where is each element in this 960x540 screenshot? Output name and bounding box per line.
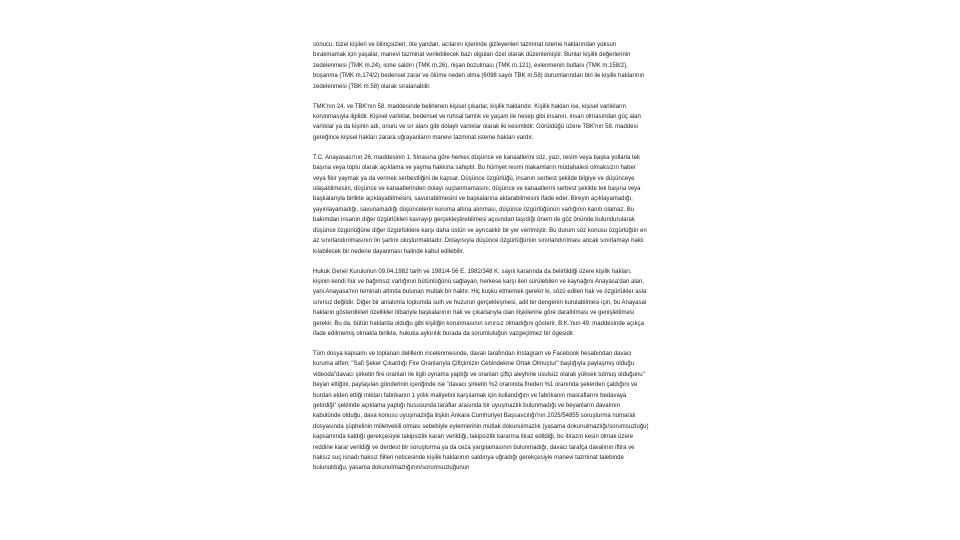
paragraph-4: Hukuk Genel Kurulunun 09.04.1982 tarih ve 1981/4-56 E. 1982/348 K. sayılı kararında da belirtildiği üzere kişilik hakları, kişinin kendi hür ve bağımsız varlığının bütünlüğünü sağlayan, herkese karşı ileri sürülebilen ve kaynağını Anayasa'dan alan, yani Anayasa'nın teminatı altında bulunan mutlak bir haktır. Hiç kuşku etmemek gerekir ki, sözü edilen hak ve özgürlükler asla sınırsız değildir. Diğer bir anlatımla toplumda sulh ve huzurun gerçekleşmesi, adil bir dengenin kurulabilmesi için, bu Anayasal hakların gösterdikleri özellikler itibariyle başkalarının hak ve çıkarlarıyla olan ilişkilerine göre daraltılması ve genişletilmesi gerekir. Bu da, bütün haklarda olduğu gibi kişiliğin korunmasının sınırsız olmadığını gösterir. B.K.'nun 49. maddesinde açıkça ifade edilmemiş olmakla birlikte, hukuka aykırılık burada da sorumluluğun vazgeçilmez bir ögesidir. [313,268,647,337]
paragraph-2: TMK'nın 24. ve TBK'nın 58. maddesinde belirlenen kişisel çıkarlar, kişilik haklarıdır. Kişilik hakları ise, kişisel varlıkların korunmasıyla ilgilidir. Kişisel varlıklar, bedensel ve ruhsal tamlık ve yaşam ile nesep gibi insanın, insan olmasından güç alan varlıklar ya da kişinin adı, onuru ve sır alanı gibi dolaylı varlıklar olarak iki kesimlidir. Görüldüğü üzere TBK'nın 58. maddesi gereğince kişisel hakları zarara uğrayanların manevi tazminat isteme hakları vardır. [313,103,641,141]
paragraph-1: sonucu, tüzel kişileri ve bilinçsizleri; öte yandan, acılarını içlerinde gizleyenleri tazminat isteme haklarından yoksun bırakmamak için yaşalar, manevi tazminat verilebilecek bazı olguları özel olarak düzenlemiştir. Bunlar kişilik değerlerinin zedelenmesi (TMK m.24), isme saldırı (TMK m.26), nişan bozulması (TMK m.121), evlenmenin butlanı (TMK m.158/2), boşanma (TMK m.174/2) bedensel zarar ve ölüme neden olma (6098 sayılı TBK m.58) durumlarından biri ile kişilik haklarının zedelenmesi (TBK m.58) olarak sıralanabilir. [313,42,645,90]
paragraph-3: T.C. Anayasası'nın 26. maddesinin 1. fıkrasına göre herkes düşünce ve kanaatlerini söz, yazı, resim veya başka yollarla tek başına veya toplu olarak açıklama ve yayma hakkına sahiptir. Bu hürriyet resmi makamların müdahalesi olmaksızın haber veya fikir yaymak ya da vermek serbestliğini de kapsar. Düşünce özgürlüğü, insanın serbest şekilde bilgiye ve düşünceye ulaşabilmesini, düşünce ve kanaatlerinden dolayı suçlanmamasını, düşünce ve kanaatlerini serbest şekilde tek başına veya başkalarıyla birlikte açıklayabilmesini, savunabilmesini ve başkalarına aktarabilmesini ifade eder. Bireyin açıklayamadığı, yayınlayamadığı, savunamadığı düşüncelerin koruma altına alınması, düşünce özgürlüğünün varlığının kanıtı olamaz. Bu bakımdan insanın diğer özgürlükleri kavrayıp gerçekleştirebilmesi açısından taşıdığı önem de göz önünde bulundurularak düşünce özgürlüğüne diğer özgürlüklere karşı daha üstün ve ayrıcalıklı bir yer verilmiştir. Bu durum söz konusu özgürlüğün en az sınırlandırılmasının ön şartını oluşturmaktadır. Dolayısıyla düşünce özgürlüğünün sınırlandırılması ancak sınırlamayı haklı kılabilecek bir nedene dayanması halinde kabul edilebilir. [313,154,647,255]
paragraph-5: Tüm dosya kapsamı ve toplanan delillerin incelenmesinde, davalı tarafından İnstagram ve Facebook hesabından davacı kuruma atfen; "Safi Şeker Çıkardığı Fire Oranlarıyla Çiftçimizin Cebindekine Ortak Olmuştur" başlığıyla paylaşmış olduğu videoda"davacı şirketin fire oranları ile ilgili oynama yaptığı ve oranları çiftçi aleyhine usulsüz olarak yüksek tutmuş olduğunu" beyan ettiğini, paylaşılan gönderinin içeriğinde ise "davacı şirketin %2 oranında fireden %1 oranında şekerden çaldığını ve burdan elden ettiği miktarı fabrikanın 1 yıllık maliyetini karşılamak için kullandığını ve fabrikanın masraflarını bedavaya getirdiği" şeklinde açıklama yaptığı hususunda taraflar arasında bir uyuşmazlık bulunmadığı ve beyanların davalının kabulünde olduğu, dava konusu uyuşmazlığa ilişkin Ankara Cumhuriyet Başsavcılığı'nın 2025/54855 soruşturma numaralı dosyasında şüphelinin milletvekili olması sebebiyle eylemlerinin mutlak dokunulmazlık (yasama dokunulmazlığı/sorumsuzluğu) kapsamında kaldığı gerekçesiyle takipsizlik kararı verildiği, takipsizlik kararına itiraz edildiği, bu itirazın kesin olmak üzere reddine karar verildiği ve derdest bir soruşturma ya da ceza yargılamasının bulunmadığı, davacı tarafça davalının iftira ve haksız suç isnadı haksız fiilleri neticesinde kişilik haklarının saldırıya uğradığı gerekçesiyle manevi tazminat talebinde bulunulduğu, yasama dokunulmazlığının/sorumsuzluğunun [313,350,649,472]
document-page [313,40,649,540]
